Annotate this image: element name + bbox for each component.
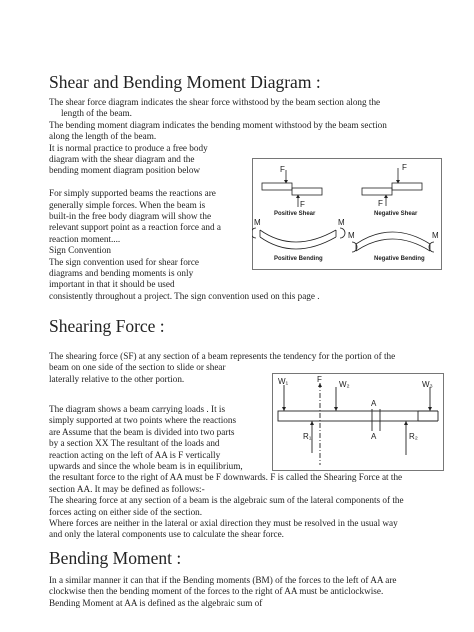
text-line: by a section XX The resultant of the loads and	[49, 438, 220, 449]
section3-text	[49, 575, 397, 609]
positive-shear-diagram	[262, 165, 322, 217]
text-line: Where forces are neither in the lateral or axial direction they must be resolved in the usual way	[49, 518, 398, 529]
reaction-r1-label: R₁	[303, 432, 312, 441]
moment-label: M	[254, 218, 261, 227]
positive-bending-label: Positive Bending	[274, 256, 323, 262]
section-label-top: A	[371, 399, 377, 408]
text-line: For simply supported beams the reactions are	[49, 188, 216, 199]
text-line: The bending moment diagram indicates the bending moment withstood by the beam section	[49, 119, 387, 130]
text-line: diagram with the shear diagram and the	[49, 154, 195, 165]
force-label: F	[280, 165, 285, 174]
force-label: F	[402, 163, 407, 172]
text-line: beam on one side of the section to slide or shear	[49, 362, 226, 373]
heading-shearing-force: Shearing Force :	[49, 316, 165, 336]
text-line: simply supported at two points where the reactions	[49, 415, 237, 426]
text-line: Bending Moment at AA is defined as the algebraic sum of	[49, 597, 263, 608]
heading-bending-moment: Bending Moment :	[49, 548, 182, 568]
text-line: the resultant force to the right of AA must be F downwards. F is called the Shearing Force at the	[49, 472, 403, 483]
reaction-r2-label: R₂	[409, 432, 418, 441]
force-label: F	[300, 200, 305, 209]
text-line: are Assume that the beam is divided into two parts	[49, 426, 235, 437]
sign-convention-svg	[252, 158, 442, 270]
text-line: diagrams and bending moments is only	[49, 268, 194, 279]
shear-force-label: F	[317, 375, 322, 384]
text-line: along the length of the beam.	[49, 131, 157, 142]
beam-loads-figure	[272, 373, 444, 471]
force-label: F	[378, 199, 383, 208]
moment-label: M	[432, 231, 439, 240]
negative-shear-label: Negative Shear	[374, 211, 418, 217]
positive-bending-diagram	[252, 218, 345, 262]
load-w1-label: W₁	[278, 377, 289, 386]
text-line: forces acting on either side of the section.	[49, 506, 203, 517]
text-line: bending moment diagram position below	[49, 165, 201, 176]
text-line: Sign Convention	[49, 245, 112, 256]
text-line: generally simple forces. When the beam is	[49, 199, 206, 210]
moment-label: M	[338, 218, 345, 227]
text-line: In a similar manner it can that if the Bending moments (BM) of the forces to the left of AA are	[49, 575, 397, 585]
text-line: The shear force diagram indicates the shear force withstood by the beam section along the	[49, 97, 381, 107]
text-line: consistently throughout a project. The sign convention used on this page .	[49, 290, 320, 301]
load-w3-label: W₃	[422, 380, 433, 389]
text-line: important in that it should be used	[49, 279, 175, 290]
text-line: The shearing force (SF) at any section of a beam represents the tendency for the portion of the	[49, 351, 396, 361]
text-line: relevant support point as a reaction force and a	[49, 222, 221, 233]
sign-convention-figure	[252, 158, 442, 270]
text-line: The diagram shows a beam carrying loads . It is	[49, 404, 226, 414]
section-label-bottom: A	[371, 432, 377, 441]
text-line: laterally relative to the other portion.	[49, 373, 185, 384]
text-line: clockwise then the bending moment of the forces to the right of AA must be anticlockwise.	[49, 586, 384, 597]
text-line: built-in the free body diagram will show the	[49, 211, 212, 222]
moment-label: M	[348, 231, 355, 240]
negative-shear-diagram	[362, 163, 422, 217]
text-line: The shearing force at any section of a beam is the algebraic sum of the lateral components of the	[49, 495, 404, 506]
text-line: section AA. It may be defined as follows:-	[49, 483, 205, 494]
text-line: reaction moment....	[49, 233, 121, 244]
negative-bending-label: Negative Bending	[374, 256, 425, 262]
text-line: length of the beam.	[61, 108, 132, 119]
heading-shear-bending: Shear and Bending Moment Diagram :	[49, 72, 321, 92]
text-line: upwards and since the whole beam is in equilibrium,	[49, 461, 243, 472]
beam-loads-svg	[272, 373, 444, 471]
text-line: and only the lateral components use to calculate the shear force.	[49, 529, 284, 540]
text-line: reaction acting on the left of AA is F vertically	[49, 449, 221, 460]
text-line: The sign convention used for shear force	[49, 256, 200, 267]
load-w2-label: W₂	[339, 380, 350, 389]
positive-shear-label: Positive Shear	[274, 211, 316, 217]
text-line: It is normal practice to produce a free body	[49, 142, 208, 153]
negative-bending-diagram	[348, 231, 439, 262]
